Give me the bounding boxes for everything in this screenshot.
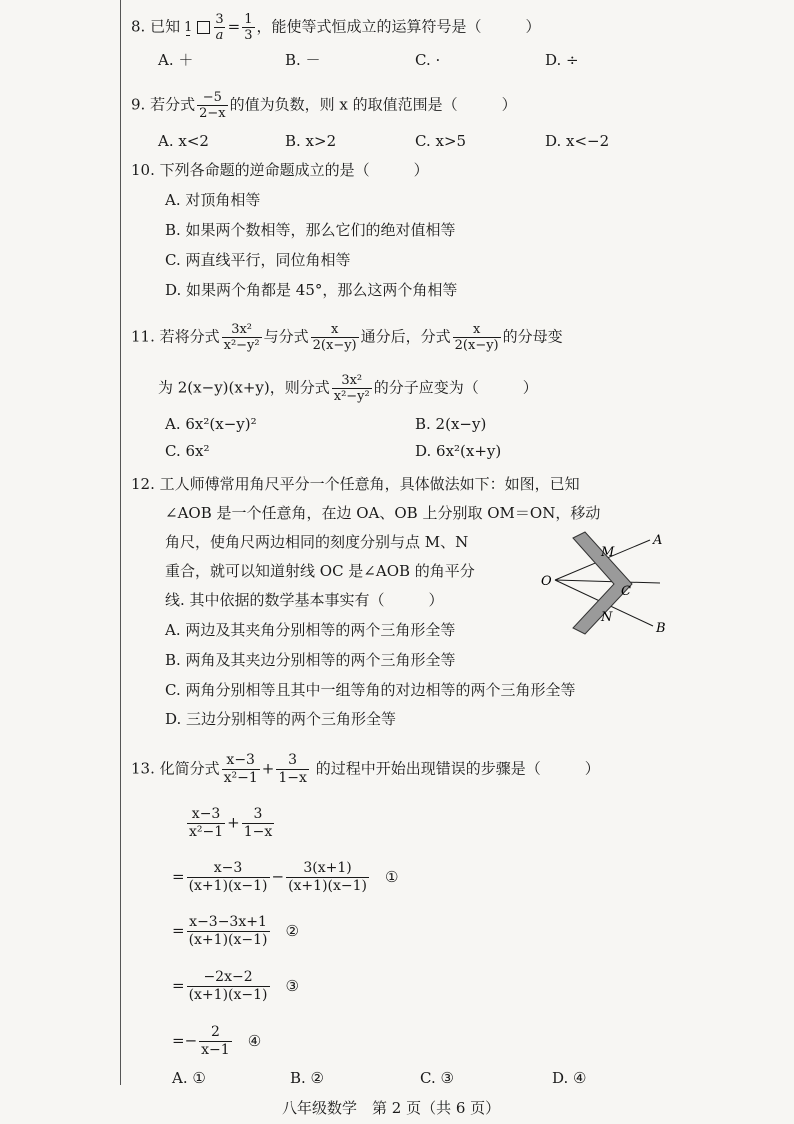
q12-line-2: ∠AOB 是一个任意角，在边 OA、OB 上分别取 OM＝ON，移动 <box>165 504 601 522</box>
q8-equals: = <box>227 17 241 36</box>
q11-f2-num: x <box>330 322 339 337</box>
q12-option-c: C. 两角分别相等且其中一组等角的对边相等的两个三角形全等 <box>165 681 576 699</box>
step3-num: −2x−2 <box>203 969 253 985</box>
q12-line-3: 角尺，使角尺两边相同的刻度分别与点 M、N <box>165 533 469 551</box>
step0-f2-den: 1−x <box>243 824 273 840</box>
q9-suffix: 的值为负数，则 x 的取值范围是（ <box>229 95 458 114</box>
label-M: M <box>601 545 615 560</box>
q13-option-d: D. ④ <box>552 1069 587 1087</box>
q12-option-b: B. 两角及其夹边分别相等的两个三角形全等 <box>165 651 456 669</box>
q11-part2: 与分式 <box>263 327 309 346</box>
step0-plus: + <box>227 813 240 832</box>
label-B: B <box>656 621 666 636</box>
q10-close: ） <box>413 161 429 179</box>
q8-f2-num: 3 <box>215 12 224 27</box>
q11-f4-den: x²−y² <box>333 389 370 404</box>
q13-option-c: C. ③ <box>420 1069 454 1087</box>
page-footer: 八年级数学 第 2 页（共 6 页） <box>282 1099 501 1117</box>
q12-line-4: 重合，就可以知道射线 OC 是∠AOB 的角平分 <box>165 562 475 580</box>
q11-fraction-2 <box>311 322 359 353</box>
question-10-stem <box>131 160 429 180</box>
q11-part1: 11. 若将分式 <box>131 327 220 346</box>
q9-option-b: B. x>2 <box>285 132 337 150</box>
q9-option-c: C. x>5 <box>415 132 467 150</box>
step4-eq: =− <box>172 1031 198 1050</box>
q13-step-3 <box>172 969 299 1004</box>
step0-f1-num: x−3 <box>191 806 221 822</box>
q13-f1-num: x−3 <box>226 752 255 768</box>
step1-f1-den: (x+1)(x−1) <box>188 878 268 894</box>
q13-fraction-1 <box>222 752 260 787</box>
q13-step-2 <box>172 914 299 949</box>
question-8-stem <box>131 12 541 43</box>
step1-fraction-1 <box>187 860 270 895</box>
q8-close: ） <box>525 17 541 36</box>
step4-marker: ④ <box>247 1031 262 1050</box>
q13-f2-den: 1−x <box>278 770 307 786</box>
step1-minus: − <box>271 867 285 886</box>
q8-fraction-2 <box>213 12 225 43</box>
step0-f2-num: 3 <box>253 806 263 822</box>
q11-part4: 的分母变 <box>502 327 563 346</box>
q11-f3-num: x <box>472 322 481 337</box>
q12-close: ） <box>428 591 444 609</box>
operator-blank-box <box>197 21 210 34</box>
q13-close: ） <box>584 759 600 778</box>
q13-fraction-2 <box>276 752 309 787</box>
step2-num: x−3−3x+1 <box>189 914 267 930</box>
q10-stem-text: 10. 下列各命题的逆命题成立的是（ <box>131 161 370 179</box>
q11-line2-a: 为 2(x−y)(x+y)，则分式 <box>158 378 330 397</box>
label-C: C <box>621 584 631 599</box>
q8-f3-num: 1 <box>244 12 253 27</box>
step1-f2-num: 3(x+1) <box>303 860 352 876</box>
margin-line <box>120 0 121 1085</box>
step2-den: (x+1)(x−1) <box>188 932 268 948</box>
step1-fraction-2 <box>286 860 369 895</box>
q11-line2-b: 的分子应变为（ <box>373 378 479 397</box>
q12-line-1: 12. 工人师傅常用角尺平分一个任意角，具体做法如下：如图，已知 <box>131 475 580 493</box>
step3-fraction <box>187 969 270 1004</box>
question-13-stem <box>131 752 600 787</box>
step2-fraction <box>187 914 270 949</box>
q8-suffix: ，能使等式恒成立的运算符号是（ <box>256 17 482 36</box>
q10-option-c: C. 两直线平行，同位角相等 <box>165 251 351 269</box>
q11-option-a: A. 6x²(x−y)² <box>165 415 257 433</box>
q8-f1-den <box>186 35 190 36</box>
q8-option-c: C. · <box>415 51 441 69</box>
q11-f3-den: 2(x−y) <box>454 338 499 353</box>
q13-f1-den: x²−1 <box>223 770 258 786</box>
q11-f4-num: 3x² <box>341 373 363 388</box>
step1-f2-den: (x+1)(x−1) <box>288 878 367 894</box>
step4-den: x−1 <box>201 1042 230 1058</box>
q11-f1-num: 3x² <box>231 322 253 337</box>
q13-plus: + <box>261 759 275 778</box>
ray-OC <box>555 580 660 583</box>
q13-f2-num: 3 <box>288 752 298 768</box>
step0-f1-den: x²−1 <box>189 824 224 840</box>
q8-fraction-1 <box>182 20 194 36</box>
step0-fraction-2 <box>242 806 275 841</box>
q13-prefix: 13. 化简分式 <box>131 759 220 778</box>
question-11-line-1 <box>131 322 563 353</box>
step1-marker: ① <box>385 867 399 886</box>
step1-f1-num: x−3 <box>213 860 243 876</box>
q10-option-b: B. 如果两个数相等，那么它们的绝对值相等 <box>165 221 456 239</box>
q8-option-b: B. － <box>285 51 321 69</box>
q9-close: ） <box>501 95 517 114</box>
q9-option-a: A. x<2 <box>158 132 209 150</box>
step0-fraction-1 <box>187 806 225 841</box>
label-O: O <box>541 574 552 589</box>
q10-option-a: A. 对顶角相等 <box>165 191 261 209</box>
step1-eq: = <box>172 867 185 886</box>
q9-fraction <box>197 90 228 121</box>
q11-option-c: C. 6x² <box>165 442 210 460</box>
label-N: N <box>601 610 613 625</box>
step3-eq: = <box>172 976 185 995</box>
q11-fraction-1 <box>222 322 262 353</box>
step4-fraction <box>199 1024 232 1059</box>
q9-prefix: 9. 若分式 <box>131 95 196 114</box>
step3-marker: ③ <box>285 976 299 995</box>
step2-marker: ② <box>285 921 299 940</box>
q8-option-d: D. ÷ <box>545 51 579 69</box>
q12-option-d: D. 三边分别相等的两个三角形全等 <box>165 710 397 728</box>
step4-num: 2 <box>210 1024 220 1040</box>
q11-fraction-4 <box>332 373 372 404</box>
q11-f1-den: x²−y² <box>223 338 260 353</box>
q12-option-a: A. 两边及其夹角分别相等的两个三角形全等 <box>165 621 456 639</box>
label-A: A <box>653 533 663 548</box>
q10-option-d: D. 如果两个角都是 45°，那么这两个角相等 <box>165 281 458 299</box>
q9-option-d: D. x<−2 <box>545 132 610 150</box>
q13-step-1 <box>172 860 398 895</box>
q11-close: ） <box>522 378 538 397</box>
q13-option-b: B. ② <box>290 1069 325 1087</box>
step2-eq: = <box>172 921 185 940</box>
q13-step-0 <box>185 806 276 841</box>
q13-step-4 <box>172 1024 261 1059</box>
q13-suffix: 的过程中开始出现错误的步骤是（ <box>315 759 541 778</box>
q8-f2-den: a <box>215 28 224 43</box>
q8-option-a: A. ＋ <box>158 51 194 69</box>
q11-option-d: D. 6x²(x+y) <box>415 442 502 460</box>
q8-prefix: 8. 已知 <box>131 17 181 36</box>
question-11-line-2 <box>158 373 538 404</box>
q12-line-5 <box>165 590 444 610</box>
q8-f3-den: 3 <box>244 28 253 43</box>
q11-option-b: B. 2(x−y) <box>415 415 487 433</box>
q11-fraction-3 <box>453 322 501 353</box>
q8-f1-num: 1 <box>184 19 193 35</box>
q9-f-num: −5 <box>202 90 222 105</box>
q12-line-5-text: 线. 其中依据的数学基本事实有（ <box>165 591 385 609</box>
q11-f2-den: 2(x−y) <box>312 338 357 353</box>
question-9-stem <box>131 90 517 121</box>
q8-fraction-3 <box>242 12 254 43</box>
angle-bisector-figure <box>535 528 685 640</box>
q9-f-den: 2−x <box>199 106 226 121</box>
step3-den: (x+1)(x−1) <box>188 987 268 1003</box>
q13-option-a: A. ① <box>172 1069 206 1087</box>
q11-part3: 通分后，分式 <box>360 327 451 346</box>
